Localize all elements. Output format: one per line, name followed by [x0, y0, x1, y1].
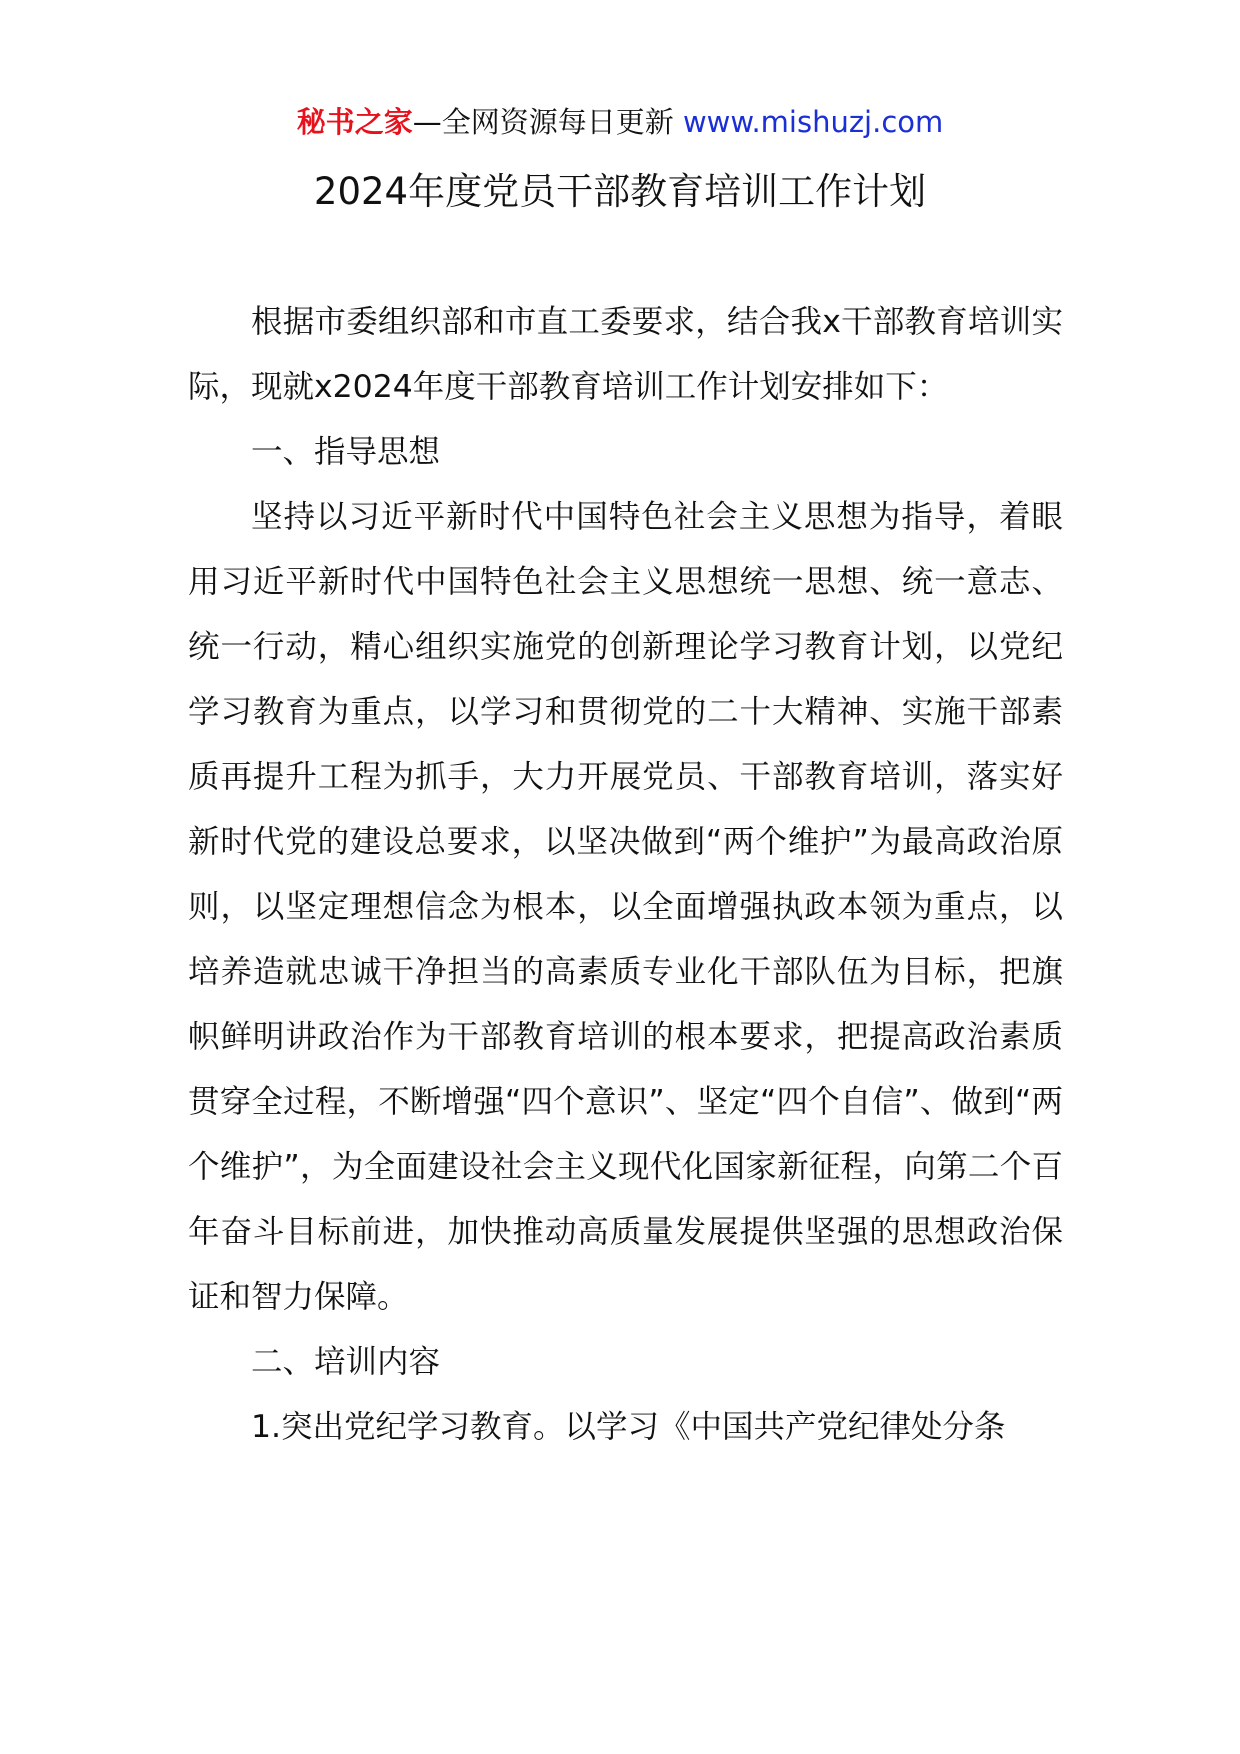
document-title: 2024年度党员干部教育培训工作计划 — [313, 170, 927, 213]
training-item-1: 1.突出党纪学习教育。以学习《中国共产党纪律处分条 — [251, 1409, 1006, 1445]
document-body — [188, 290, 1063, 1460]
site-banner — [0, 102, 1240, 142]
site-url-link[interactable]: www.mishuzj.com — [682, 105, 944, 139]
section-heading-training-content: 二、培训内容 — [251, 1344, 441, 1380]
brand-name: 秘书之家 — [296, 105, 413, 139]
banner-slogan: —全网资源每日更新 — [412, 105, 683, 139]
guiding-thought-paragraph: 坚持以习近平新时代中国特色社会主义思想为指导，着眼用习近平新时代中国特色社会主义思想统一思想、统一意志、统一行动，精心组织实施党的创新理论学习教育计划，以党纪学习教育为重点，以学习和贯彻党的二十大精神、实施干部素质再提升工程为抓手，大力开展党员、干部教育培训，落实好新时代党的建设总要求，以坚决做到“两个维护”为最高政治原则，以坚定理想信念为根本，以全面增强执政本领为重点，以培养造就忠诚干净担当的高素质专业化干部队伍为目标，把旗帜鲜明讲政治作为干部教育培训的根本要求，把提高政治素质贯穿全过程，不断增强“四个意识”、坚定“四个自信”、做到“两个维护”，为全面建设社会主义现代化国家新征程，向第二个百年奋斗目标前进，加快推动高质量发展提供坚强的思想政治保证和智力保障。 — [188, 499, 1063, 1315]
section-heading-guiding-thought: 一、指导思想 — [251, 434, 441, 470]
intro-paragraph: 根据市委组织部和市直工委要求，结合我x干部教育培训实际，现就x2024年度干部教育培训工作计划安排如下： — [188, 304, 1063, 405]
